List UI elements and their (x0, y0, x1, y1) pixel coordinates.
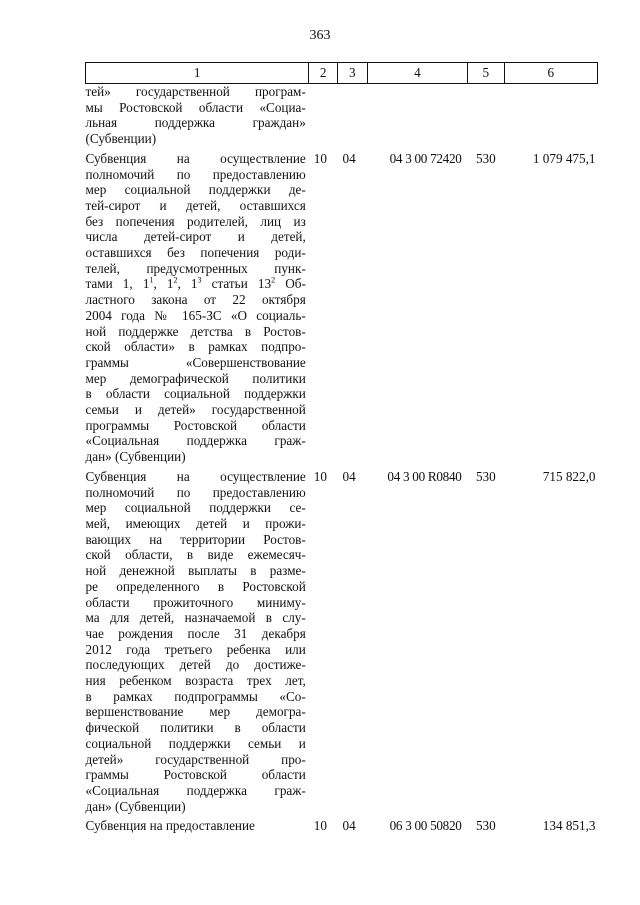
row-name-line: семьи и детей» государственной (85, 402, 306, 418)
row-section (309, 84, 338, 147)
table-row (86, 469, 598, 814)
row-subsection: 04 (342, 818, 356, 834)
row-name-cell (86, 469, 309, 814)
row-section: 10 (313, 468, 327, 484)
row-amount: 1 079 475,1 (532, 150, 596, 166)
table-header-row (86, 63, 598, 84)
row-target-code: 04 3 00 72420 (389, 150, 462, 166)
row-name-line: тами 1, $1^1$, $1^2$, $1^3$ статьи $13^2$ Об- (85, 276, 306, 292)
table-row (86, 818, 598, 834)
row-name-line: мер демографической политики (85, 370, 306, 386)
row-amount (504, 84, 597, 147)
row-name-line: фической политики в области (85, 720, 306, 736)
row-amount: 715 822,0 (542, 468, 596, 484)
header-col-5: 5 (468, 63, 505, 84)
table-body (86, 84, 598, 835)
row-name-line: ния ребенком возраста трех лет, (85, 673, 306, 689)
header-col-4: 4 (367, 63, 467, 84)
row-name-line: мы Ростовской области «Социа- (85, 99, 306, 115)
row-name-cell (86, 84, 309, 147)
header-col-1: 1 (86, 63, 309, 84)
header-col-2: 2 (309, 63, 338, 84)
row-name-line: льная поддержка граждан» (85, 115, 306, 131)
budget-table (85, 62, 598, 834)
row-subsection: 04 (342, 468, 356, 484)
row-name-line: ластного закона от 22 октября (85, 292, 306, 308)
row-name-cell (86, 151, 309, 465)
row-name-line: в области социальной поддержки (85, 386, 306, 402)
row-target-code: 06 3 00 50820 (389, 818, 462, 834)
row-name-line: ной денежной выплаты в разме- (85, 563, 306, 579)
row-name-line: полномочий по предоставлению (85, 484, 306, 500)
row-name-line: мер социальной поддержки се- (85, 500, 306, 516)
table-row (86, 84, 598, 147)
row-name-line: чае рождения после 31 декабря (85, 625, 306, 641)
row-name-line: в рамках подпрограммы «Со- (85, 688, 306, 704)
row-name-line: мер социальной поддержки де- (85, 182, 306, 198)
row-section: 10 (313, 818, 327, 834)
row-name-line: ной поддержке детства в Ростов- (85, 323, 306, 339)
row-subsection (338, 84, 368, 147)
row-name-cell (86, 818, 309, 834)
row-name-line: 2004 года № 165-ЗС «О социаль- (85, 307, 306, 323)
row-name-line: оставшихся без попечения роди- (85, 245, 306, 261)
row-name-line: Субвенция на предоставление (85, 818, 255, 834)
row-name-line: «Социальная поддержка граж- (85, 782, 306, 798)
row-expense-type: 530 (475, 150, 496, 166)
row-name-line: ской области, в виде ежемесяч- (85, 547, 306, 563)
row-name-line: граммы Ростовской области (85, 767, 306, 783)
row-name-line: граммы «Совершенствование (85, 354, 306, 370)
row-name-line: Субвенция на осуществление (85, 150, 306, 166)
row-name-line: дан» (Субвенции) (85, 449, 186, 465)
row-name-line: ской области» в рамках подпро- (85, 339, 306, 355)
row-target-code: 04 3 00 R0840 (387, 468, 462, 484)
row-name-line: ре определенного в Ростовской (85, 578, 306, 594)
row-name-line: тей-сирот и детей, оставшихся (85, 197, 306, 213)
row-name-line: дан» (Субвенции) (85, 798, 186, 814)
row-name-line: мей, имеющих детей и прожи- (85, 515, 306, 531)
page-number: 363 (309, 28, 331, 43)
row-amount: 134 851,3 (542, 818, 596, 834)
row-name-line: полномочий по предоставлению (85, 166, 306, 182)
row-expense-type (468, 84, 505, 147)
row-subsection: 04 (342, 150, 356, 166)
header-col-6: 6 (504, 63, 597, 84)
row-name-line: «Социальная поддержка граж- (85, 433, 306, 449)
row-name-line: вершенствование мер демогра- (85, 704, 306, 720)
row-name-line: тей» государственной програм- (85, 84, 306, 99)
row-target-code (367, 84, 467, 147)
header-col-3: 3 (338, 63, 368, 84)
table-row (86, 151, 598, 465)
row-expense-type: 530 (475, 818, 496, 834)
row-name-line: числа детей-сирот и детей, (85, 229, 306, 245)
row-name-line: Субвенция на осуществление (85, 468, 306, 484)
row-name-line: последующих детей до достиже- (85, 657, 306, 673)
row-name-line: программы Ростовской области (85, 417, 306, 433)
row-name-line: детей» государственной про- (85, 751, 306, 767)
row-name-line: без попечения родителей, лиц из (85, 213, 306, 229)
row-name-line: области прожиточного миниму- (85, 594, 306, 610)
row-name-line: 2012 года третьего ребенка или (85, 641, 306, 657)
row-name-line: ма для детей, назначаемой в слу- (85, 610, 306, 626)
row-name-line: телей, предусмотренных пунк- (85, 260, 306, 276)
row-section: 10 (313, 150, 327, 166)
row-name-line: (Субвенции) (85, 131, 157, 147)
row-expense-type: 530 (475, 468, 496, 484)
row-name-line: вающих на территории Ростов- (85, 531, 306, 547)
row-name-line: социальной поддержки семьи и (85, 735, 306, 751)
